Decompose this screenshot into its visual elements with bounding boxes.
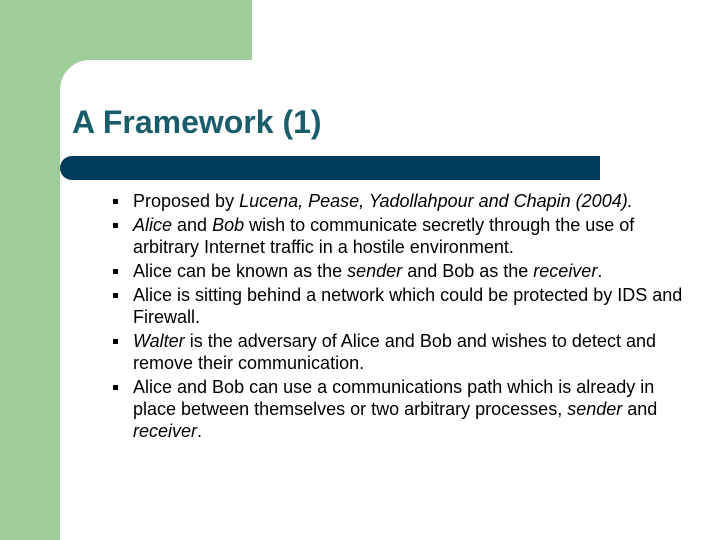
bullet-text-italic: sender xyxy=(347,261,403,281)
bullet-item xyxy=(113,214,698,258)
bullet-text-italic: sender xyxy=(567,399,623,419)
bullet-text-italic: Lucena, Pease, Yadollahpour and Chapin (2004). xyxy=(239,191,633,211)
bullet-text-italic: Bob xyxy=(212,215,245,235)
bullet-text-italic: Walter xyxy=(133,331,185,351)
bullet-text-italic: receiver xyxy=(533,261,598,281)
bullet-text: Alice can be known as the xyxy=(133,261,348,281)
title-underline-bar xyxy=(60,156,600,180)
bullet-item xyxy=(113,330,698,374)
bullet-text: is the adversary of Alice and Bob and wishes to detect and remove their communication. xyxy=(133,331,656,373)
bullet-item xyxy=(113,190,698,212)
bullet-text: . xyxy=(197,421,203,441)
bullet-text-italic: receiver xyxy=(133,421,198,441)
bullet-text-italic: Alice xyxy=(133,215,173,235)
bullet-item xyxy=(113,284,698,328)
bullet-text: and xyxy=(172,215,213,235)
bullet-text: and xyxy=(622,399,658,419)
bullet-text: . xyxy=(597,261,603,281)
bullet-text: Alice and Bob can use a communications path which is already in place between themselves or two arbitrary processes, xyxy=(133,377,655,419)
bullet-item xyxy=(113,260,698,282)
square-bullet-icon xyxy=(113,269,118,274)
bullet-text: Proposed by xyxy=(133,191,240,211)
bullet-text: wish to communicate secretly through the use of arbitrary Internet traffic in a hostile environment. xyxy=(133,215,635,257)
bullet-list xyxy=(113,190,698,444)
decorative-green-block-left xyxy=(0,0,60,540)
square-bullet-icon xyxy=(113,339,118,344)
square-bullet-icon xyxy=(113,199,118,204)
slide-title: A Framework (1) xyxy=(72,104,322,140)
square-bullet-icon xyxy=(113,385,118,390)
bullet-item xyxy=(113,376,698,442)
bullet-text: and Bob as the xyxy=(402,261,534,281)
square-bullet-icon xyxy=(113,293,118,298)
square-bullet-icon xyxy=(113,223,118,228)
bullet-text: Alice is sitting behind a network which could be protected by IDS and Firewall. xyxy=(133,285,683,327)
